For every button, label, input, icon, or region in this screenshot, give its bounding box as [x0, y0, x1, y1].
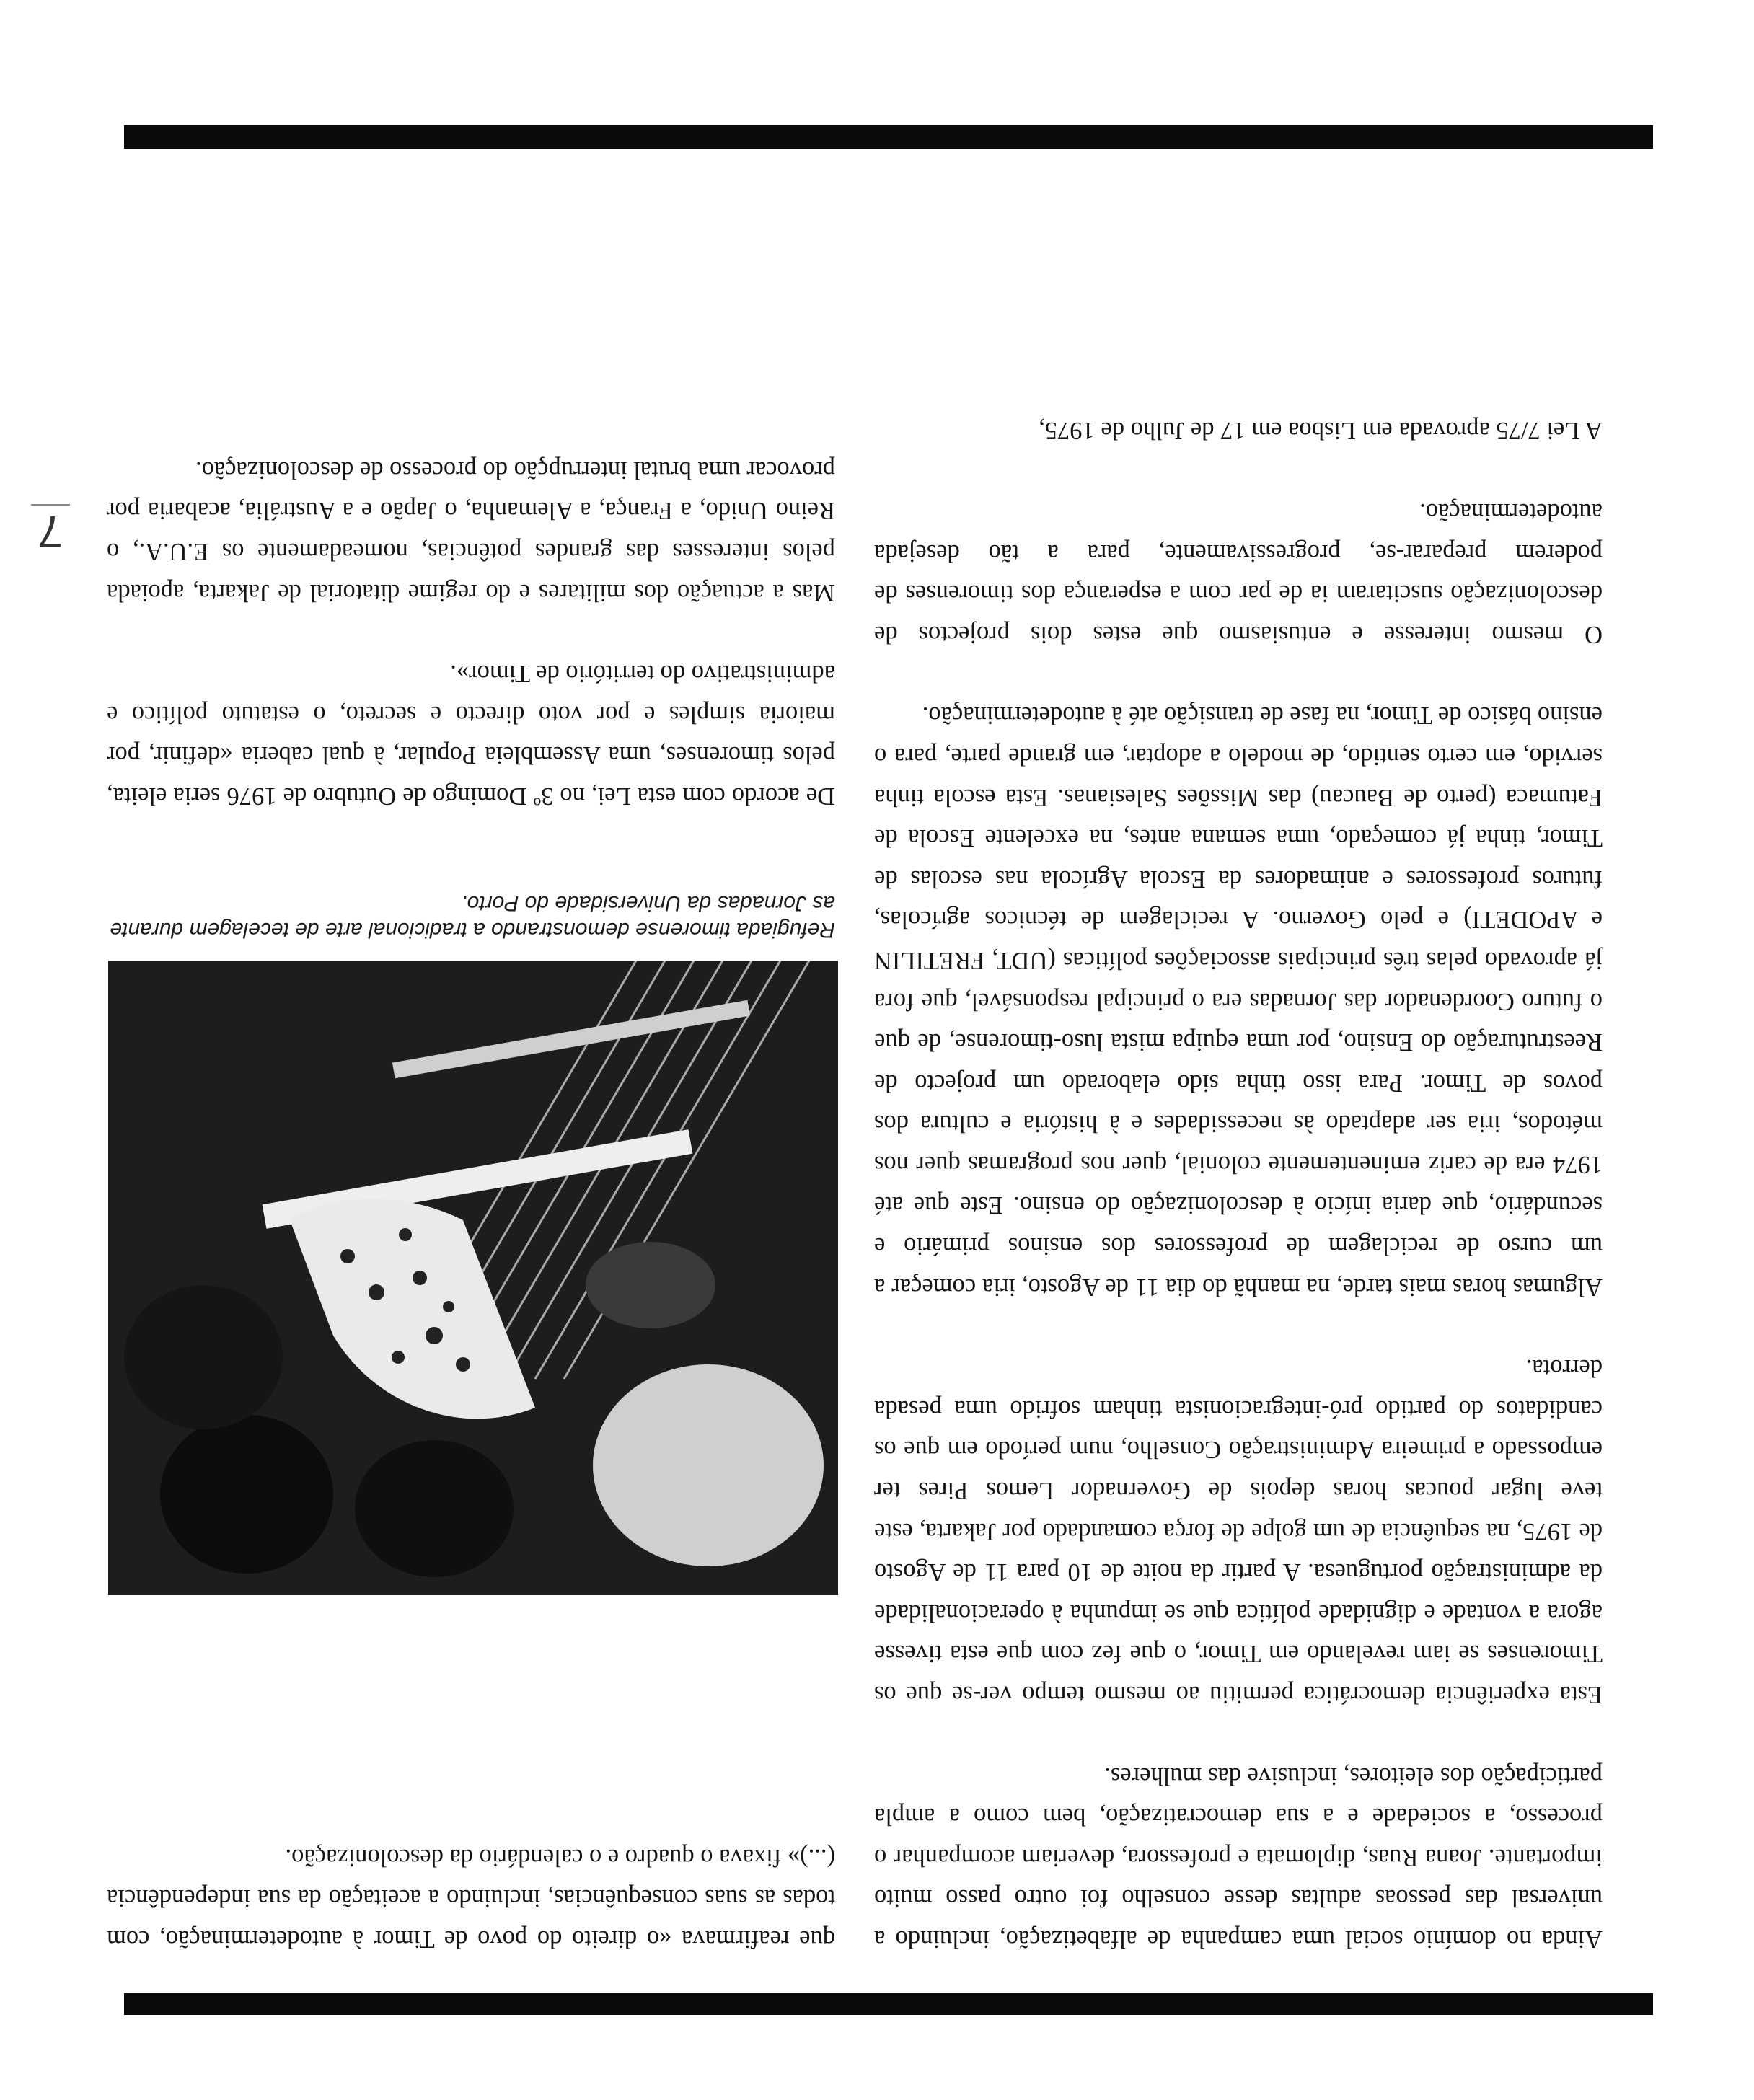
paragraph: Mas a actuação dos militares e do regime ditatorial de Jakarta, apoiada pelos interesses das grandes potências, nomeadamente os E.U.A., o Reino Unido, a França, a Alemanha, o Japão e a Austrália, acabaria por provocar uma brutal interrupção do processo de descolonização. — [107, 456, 835, 606]
text-column-left — [874, 410, 1603, 1959]
paragraph: O mesmo interesse e entusiasmo que estes dois projectos de descolonização suscitaram ia de par com a esperança dos timorenses de poderem preparar-se, progressivamente, para a tão desejada autodeterminação. — [874, 498, 1603, 648]
paragraph: A Lei 7/75 aprovada em Lisboa em 17 de Julho de 1975, — [1039, 417, 1603, 445]
page-number: 7 — [31, 504, 70, 557]
paragraph: Ainda no domínio social uma campanha de alfabetização, incluindo a universal das pessoas adultas desse conselho foi outro passo muito importante. Joana Ruas, diplomata e professora, deveriam acompanhar o processo, a sociedade e a sua democratização, bem como a ampla participação dos eleitores, inclusive das mulheres. — [874, 1762, 1603, 1953]
text-column-right-upper — [107, 1837, 835, 1959]
paragraph: De acordo com esta Lei, no 3º Domingo de Outubro de 1976 seria eleita, pelos timorenses, uma Assembleia Popular, à qual caberia «definir, por maioria simples e por voto directo e secreto, o estatuto político e administrativo do território de Timor». — [107, 660, 835, 810]
photo-caption: Refugiada timorense demonstrando a tradicional arte de tecelagem durante as Jornadas da Universidade do Porto. — [110, 891, 835, 942]
photo-weaving-loom-icon — [108, 961, 838, 1595]
footer-rule — [124, 125, 1653, 149]
paragraph: Esta experiência democrática permitiu ao mesmo tempo ver-se que os Timorenses se iam revelando em Timor, o que fez com que esta tivesse agora a vontade e dignidade política que se impunha à operacionalidade da administração portuguesa. A partir da noite de 10 para 11 de Agosto de 1975, na sequência de um golpe de força comandado por Jakarta, este teve lugar poucas horas depois de Governador Lemos Pires ter empossado a primeira Administração Conselho, num período em que os candidatos do partido pró-integracionista tinham sofrido uma pesada derrota. — [874, 1354, 1603, 1709]
paragraph: Algumas horas mais tarde, na manhã do dia 11 de Agosto, iria começar a um curso de reciclagem de professores dos ensinos primário e secundário, que daria início à descolonização do ensino. Este que até 1974 era de cariz eminentemente colonial, quer nos programas quer nos métodos, iria ser adaptado às necessidades e à história e cultura dos povos de Timor. Para isso tinha sido elaborado um projecto de Reestruturação do Ensino, por uma equipa mista luso-timorense, de que o futuro Coordenador das Jornadas era o principal responsável, que fora já aprovado pelas três principais associações políticas (UDT, FRETILIN e APODETI) e pelo Governo. A reciclagem de técnicos agrícolas, futuros professores e animadores da Escola Agrícola nas escolas de Timor, tinha já começado, uma semana antes, na excelente Escola de Fatumaca (perto de Baucau) das Missões Salesianas. Esta escola tinha servido, em certo sentido, de modelo a adoptar, em grande parte, para o ensino básico de Timor, na fase de transição até à autodeterminação. — [874, 702, 1603, 1301]
header-rule — [124, 1993, 1653, 2015]
paragraph: que reafirmava «o direito do povo de Timor à autodeterminação, com todas as suas consequências, incluindo a aceitação da sua independência (...)» fixava o quadro e o calendário da descolonização. — [107, 1843, 835, 1953]
weaving-photo — [108, 961, 838, 1595]
text-column-right-lower — [107, 449, 835, 816]
